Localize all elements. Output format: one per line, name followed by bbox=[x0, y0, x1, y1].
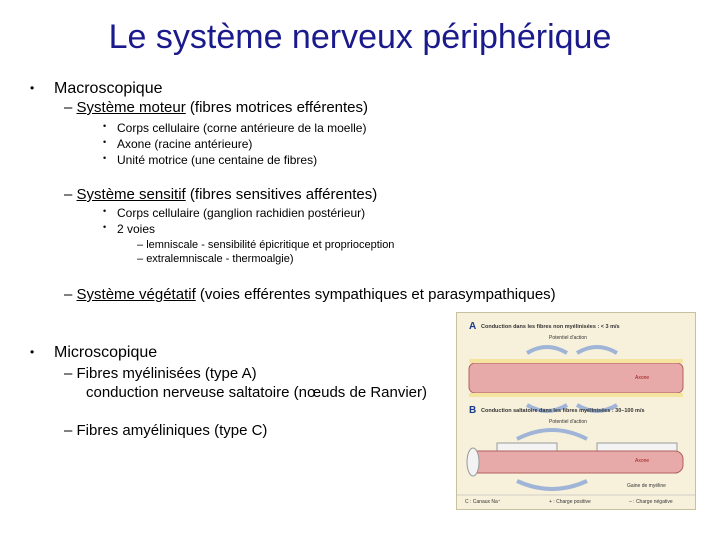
slide-title: Le système nerveux périphérique bbox=[108, 18, 612, 56]
legend-negative: – : Charge négative bbox=[629, 499, 673, 505]
moteur-line bbox=[64, 99, 368, 116]
myelin-text: Fibres myélinisées (type A) bbox=[76, 365, 257, 382]
sensitif-item-text: 2 voies bbox=[117, 222, 156, 236]
moteur-item bbox=[103, 153, 318, 167]
dash-glyph: – bbox=[137, 253, 144, 265]
sub-bullet-glyph: • bbox=[103, 153, 107, 163]
dash-glyph: – bbox=[64, 99, 73, 116]
saltatory-arrow bbox=[517, 481, 587, 489]
dash-glyph: – bbox=[64, 286, 73, 303]
bullet-macroscopique bbox=[30, 80, 163, 98]
amyelin-line bbox=[64, 422, 267, 439]
moteur-item-text: Corps cellulaire (corne antérieure de la moelle) bbox=[117, 121, 367, 135]
bullet-microscopique bbox=[30, 344, 158, 362]
saltatory-arrow bbox=[517, 430, 587, 439]
myelin-line-2: conduction nerveuse saltatoire (nœuds de Ranvier) bbox=[86, 384, 428, 401]
moteur-rest: (fibres motrices efférentes) bbox=[185, 99, 369, 116]
axon-end bbox=[467, 448, 479, 476]
bullet-glyph: • bbox=[30, 81, 35, 95]
axon-tube-a bbox=[469, 363, 683, 393]
sensitif-item bbox=[103, 206, 366, 220]
current-arrow bbox=[527, 347, 567, 353]
bullet-glyph: • bbox=[30, 345, 35, 359]
legend-na: C : Canaux Na⁺ bbox=[465, 499, 501, 505]
amyelin-text: Fibres amyéliniques (type C) bbox=[76, 422, 268, 439]
sub-bullet-glyph: • bbox=[103, 121, 107, 131]
voie-line bbox=[137, 239, 394, 251]
vegetatif-link[interactable]: Système végétatif bbox=[76, 286, 196, 303]
dash-glyph: – bbox=[137, 239, 144, 251]
moteur-item bbox=[103, 121, 367, 135]
voie-line bbox=[137, 253, 294, 265]
current-arrow bbox=[577, 347, 617, 353]
sensitif-item-text: Corps cellulaire (ganglion rachidien postérieur) bbox=[117, 206, 366, 220]
moteur-item-text: Axone (racine antérieure) bbox=[117, 137, 253, 151]
gaine-label: Gaine de myéline bbox=[627, 483, 666, 489]
moteur-item-text: Unité motrice (une centaine de fibres) bbox=[117, 153, 318, 167]
sub-bullet-glyph: • bbox=[103, 137, 107, 147]
sub-bullet-glyph: • bbox=[103, 222, 107, 232]
sensitif-item bbox=[103, 222, 156, 236]
sensitif-link[interactable]: Système sensitif bbox=[76, 186, 186, 203]
voie-text: extralemniscale - thermoalgie) bbox=[146, 253, 294, 265]
vegetatif-rest: (voies efférentes sympathiques et parasympathiques) bbox=[195, 286, 556, 303]
axon-tube-b bbox=[469, 451, 683, 473]
dash-glyph: – bbox=[64, 365, 73, 382]
panel-a-caption: Conduction dans les fibres non myélinisées : < 3 m/s bbox=[481, 324, 620, 330]
panel-b-label: Potentiel d'action bbox=[549, 419, 587, 425]
panel-a-label: Potentiel d'action bbox=[549, 335, 587, 341]
dash-glyph: – bbox=[64, 422, 73, 439]
legend-positive: + : Charge positive bbox=[549, 499, 591, 505]
myelin-line bbox=[64, 365, 257, 382]
membrane-bottom-a bbox=[469, 393, 683, 397]
moteur-item bbox=[103, 137, 253, 151]
sensitif-rest: (fibres sensitives afférentes) bbox=[185, 186, 378, 203]
conduction-figure bbox=[456, 312, 696, 510]
macro-label: Macroscopique bbox=[54, 80, 163, 97]
panel-b-letter: B bbox=[469, 405, 477, 416]
sub-bullet-glyph: • bbox=[103, 206, 107, 216]
panel-b-caption: Conduction saltatoire dans les fibres myélinisées : 30–100 m/s bbox=[481, 408, 645, 414]
micro-label: Microscopique bbox=[54, 344, 158, 361]
sensitif-line bbox=[64, 186, 377, 203]
axone-label-b: Axone bbox=[635, 458, 650, 464]
dash-glyph: – bbox=[64, 186, 73, 203]
membrane-top-a bbox=[469, 359, 683, 363]
voie-text: lemniscale - sensibilité épicritique et proprioception bbox=[146, 239, 395, 251]
vegetatif-line bbox=[64, 286, 556, 303]
moteur-link[interactable]: Système moteur bbox=[76, 99, 186, 116]
axone-label-a: Axone bbox=[635, 375, 650, 381]
panel-a-letter: A bbox=[469, 321, 477, 332]
